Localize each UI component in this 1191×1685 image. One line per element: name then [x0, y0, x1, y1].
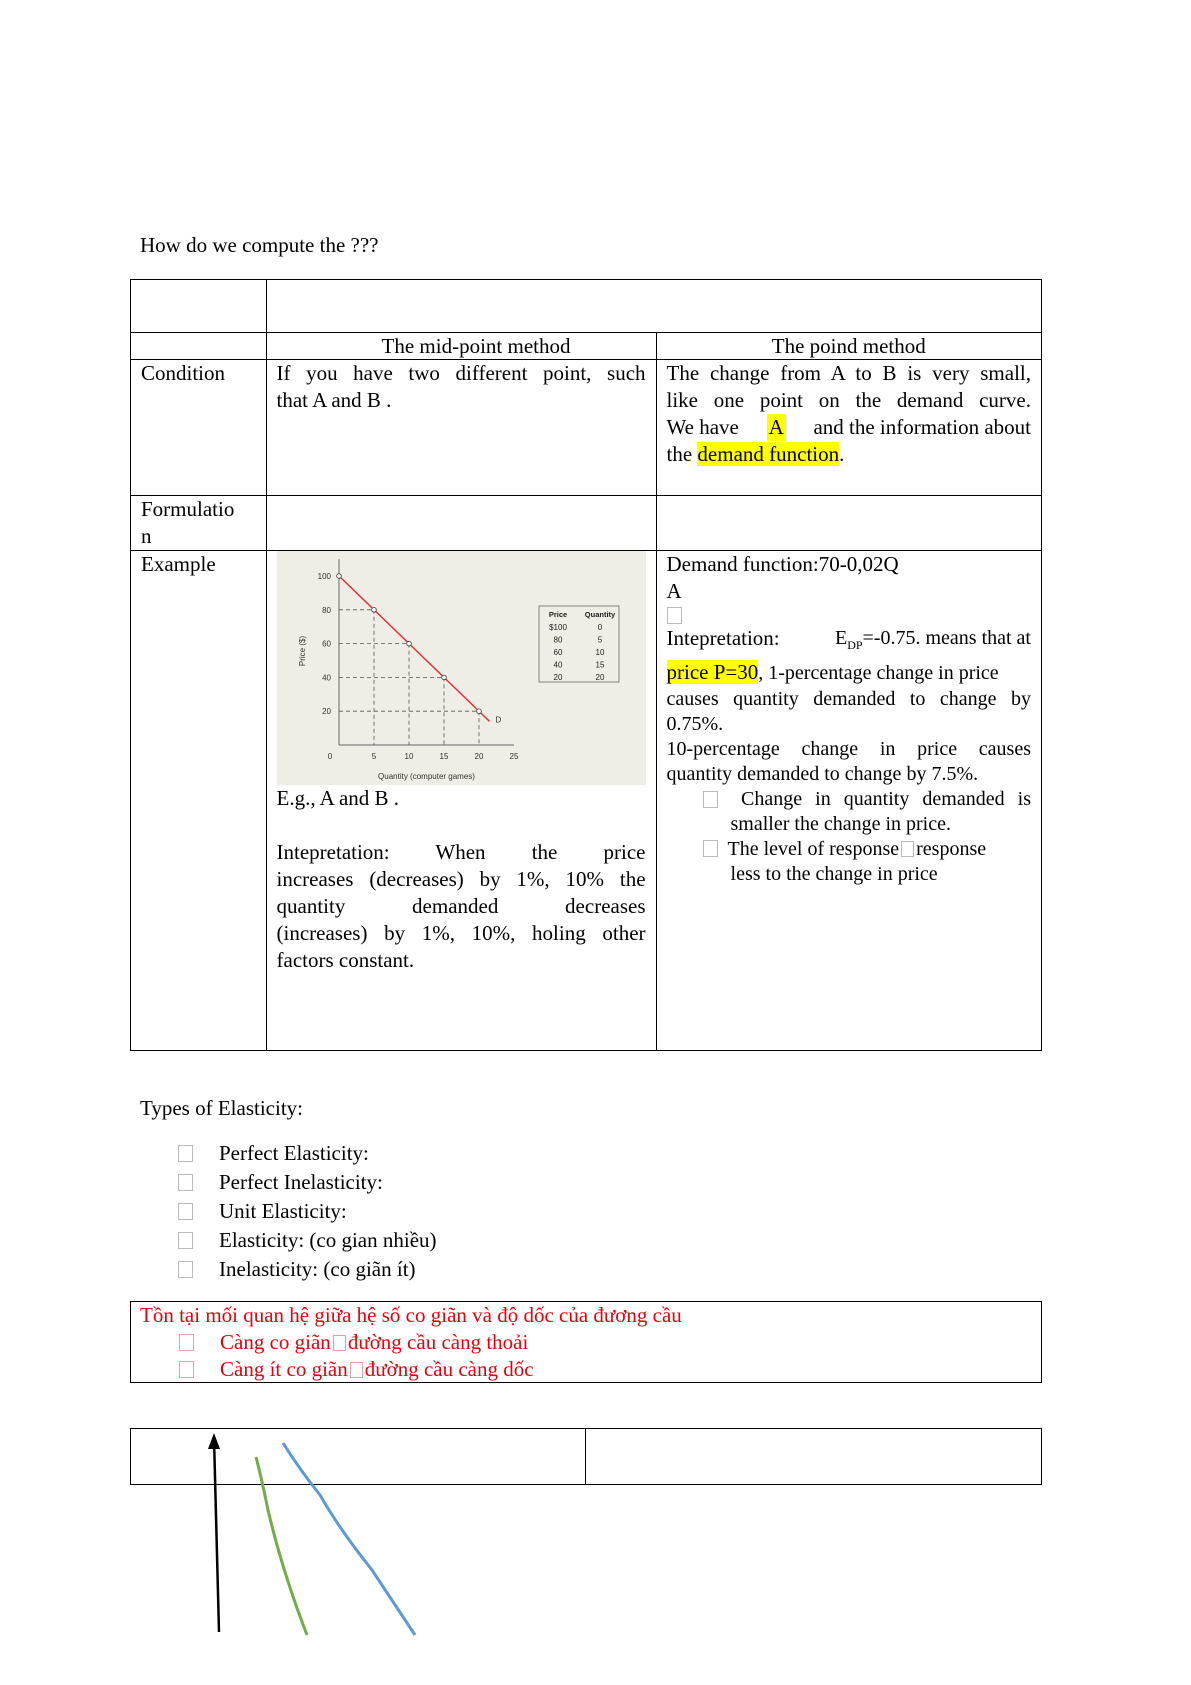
- row-label-condition: Condition: [141, 361, 226, 385]
- y-tick-label: 40: [321, 673, 331, 683]
- legend-cell-quantity: 5: [597, 635, 602, 645]
- pt-bullet-1: Change in quantity demanded is smaller the change in price.: [667, 787, 1031, 837]
- types-title: Types of Elasticity:: [140, 1096, 303, 1120]
- list-item: Unit Elasticity:: [178, 1197, 437, 1226]
- row-label-example: Example: [141, 552, 216, 576]
- condition-pt-line4: the demand function.: [666, 442, 845, 466]
- y-tick-label: 60: [321, 639, 331, 649]
- condition-mid-line1: If you have two different point, such: [276, 361, 646, 385]
- y-tick-label: 100: [317, 572, 331, 581]
- mid-interp-line5: factors constant.: [276, 948, 415, 972]
- legend-header-price: Price: [548, 610, 567, 619]
- list-item: Perfect Elasticity:: [178, 1139, 437, 1168]
- header-point: The poind method: [656, 333, 1041, 360]
- y-axis-label: Price ($): [297, 635, 307, 667]
- note-item-2: Càng ít co giãn đường cầu càng dốc: [131, 1356, 1041, 1383]
- y-tick-label: 20: [321, 707, 331, 717]
- pt-interp-line2: price P=30, 1-percentage change in price: [666, 660, 999, 684]
- x-tick-label: 10: [404, 752, 413, 761]
- note-item-1: Càng co giãn đường cầu càng thoải: [131, 1329, 1041, 1356]
- mid-interp-line3: quantity demanded decreases: [276, 894, 646, 918]
- legend-cell-quantity: 15: [595, 660, 604, 670]
- sketch-flat-curve: [283, 1443, 415, 1635]
- legend-cell-quantity: 10: [595, 648, 604, 657]
- pt-interp-line6: quantity demanded to change by 7.5%.: [666, 763, 979, 785]
- legend-header-quantity: Quantity: [584, 610, 615, 619]
- x-tick-label: 25: [509, 752, 518, 761]
- highlight-price: price P=30: [666, 660, 759, 684]
- x-tick-label: 15: [439, 752, 448, 761]
- row-label-formulation-2: n: [141, 524, 152, 548]
- legend-cell-price: 40: [553, 660, 562, 670]
- note-title: Tồn tại mối quan hệ giữa hệ số co giãn và độ dốc của đương cầu: [140, 1303, 682, 1327]
- legend-cell-price: 60: [553, 648, 562, 657]
- condition-pt-line3: We have A and the information about: [666, 415, 1031, 439]
- point-a-label: A: [666, 579, 682, 603]
- mid-interp-line4: (increases) by 1%, 10%, holing other: [276, 921, 646, 945]
- list-item: Perfect Inelasticity:: [178, 1168, 437, 1197]
- legend-cell-price: 20: [553, 673, 562, 682]
- highlight-demand-function: demand function: [697, 442, 840, 466]
- sketch-axis-arrow-icon: [208, 1433, 220, 1449]
- x-tick-label: 20: [474, 752, 483, 761]
- legend-cell-quantity: 20: [595, 673, 604, 682]
- sketch-steep-curve: [256, 1457, 307, 1635]
- legend-cell-price: 80: [553, 635, 562, 645]
- pt-interp-line4: 0.75%.: [666, 713, 724, 735]
- curve-label: D: [495, 715, 501, 725]
- legend-cell-price: $100: [548, 623, 567, 632]
- condition-pt-line1: The change from A to B is very small,: [666, 361, 1031, 385]
- condition-mid-line2: that A and B .: [276, 388, 392, 412]
- sketch-axis-line: [214, 1438, 219, 1632]
- row-label-formulation-1: Formulatio: [141, 497, 235, 521]
- pt-bullet-2: The level of response response less to the change in price: [667, 837, 1031, 887]
- example-eg: E.g., A and B .: [276, 786, 400, 810]
- header-midpoint: The mid-point method: [266, 333, 656, 360]
- legend-cell-quantity: 0: [597, 623, 602, 632]
- highlight-a: A: [768, 415, 784, 439]
- x-tick-label: 0: [327, 752, 332, 761]
- pt-interp-line1: Intepretation: $E_{DP}=-0.75$. means that at: [666, 626, 1031, 652]
- x-axis-label: Quantity (computer games): [377, 772, 475, 781]
- list-item: Inelasticity: (co giãn ít): [178, 1255, 437, 1284]
- pt-interp-line5: 10-percentage change in price causes: [666, 738, 1031, 760]
- mid-interp-line1: Intepretation: When the price: [276, 840, 646, 864]
- pt-interp-line3: causes quantity demanded to change by: [666, 688, 1031, 710]
- y-tick-label: 80: [321, 605, 331, 615]
- mid-interp-line2: increases (decreases) by 1%, 10% the: [276, 867, 646, 891]
- intro-text: How do we compute the ???: [140, 233, 379, 257]
- demand-function-text: Demand function:70-0,02Q: [666, 552, 899, 576]
- list-item: Elasticity: (co gian nhiều): [178, 1226, 437, 1255]
- x-tick-label: 5: [371, 752, 376, 761]
- condition-pt-line2: like one point on the demand curve.: [666, 388, 1031, 412]
